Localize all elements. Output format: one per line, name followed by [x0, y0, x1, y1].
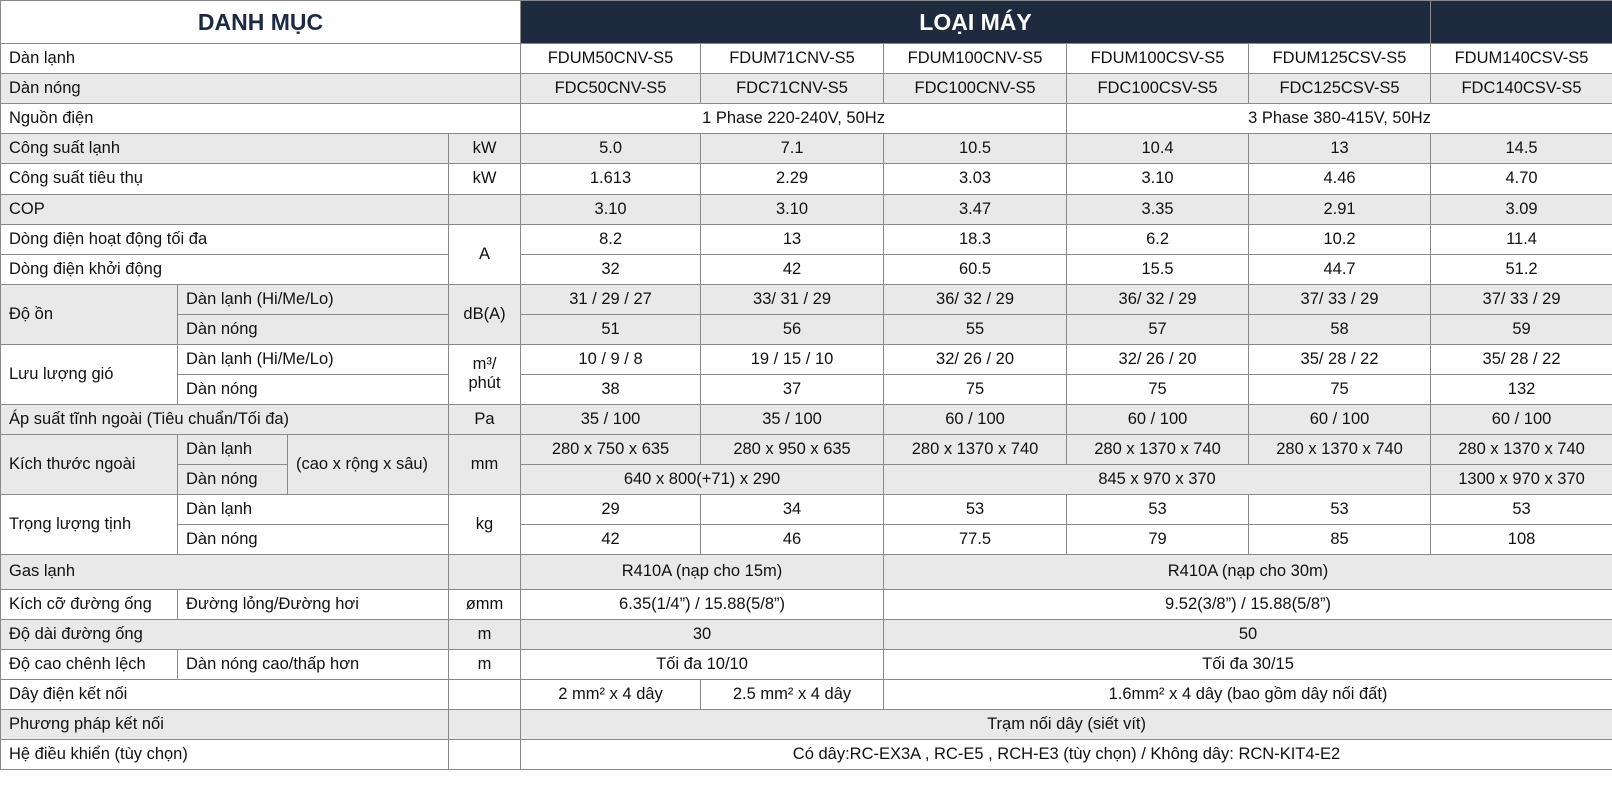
- row-connection-method: [1, 709, 1612, 739]
- value-cell: 10.2: [1249, 224, 1431, 254]
- outdoor-model: FDC100CNV-S5: [884, 74, 1067, 104]
- outdoor-model: FDC100CSV-S5: [1067, 74, 1249, 104]
- value-cell: 51: [521, 314, 701, 344]
- value-cell: 60.5: [884, 254, 1067, 284]
- indoor-model: FDUM140CSV-S5: [1431, 44, 1612, 74]
- indoor-model: FDUM71CNV-S5: [701, 44, 884, 74]
- value-cell: 3.47: [884, 194, 1067, 224]
- value-cell: 32/ 26 / 20: [884, 344, 1067, 374]
- value-cell: 79: [1067, 525, 1249, 555]
- value-cell: 60 / 100: [884, 405, 1067, 435]
- value-cell: 60 / 100: [1249, 405, 1431, 435]
- unit-cell: kW: [449, 164, 521, 194]
- value-cell: 53: [1249, 495, 1431, 525]
- sub-label: Dàn lạnh: [178, 495, 449, 525]
- unit-bottom: phút: [468, 374, 501, 393]
- value-cell: 280 x 750 x 635: [521, 435, 701, 465]
- unit-cell: [449, 679, 521, 709]
- row-static-pressure: [1, 405, 1612, 435]
- value-cell: 51.2: [1431, 254, 1612, 284]
- value-cell: 19 / 15 / 10: [701, 344, 884, 374]
- row-label: Công suất lạnh: [1, 134, 449, 164]
- value-cell: 32: [521, 254, 701, 284]
- value-cell: 53: [1067, 495, 1249, 525]
- value-cell: 845 x 970 x 370: [884, 465, 1431, 495]
- value-cell: 50: [884, 619, 1612, 649]
- row-label: Hệ điều khiển (tùy chọn): [1, 739, 449, 769]
- row-label: Độ cao chênh lệch: [1, 649, 178, 679]
- value-cell: 8.2: [521, 224, 701, 254]
- value-cell: 36/ 32 / 29: [1067, 284, 1249, 314]
- outdoor-model: FDC140CSV-S5: [1431, 74, 1612, 104]
- table-header-row: [1, 1, 1612, 44]
- value-cell: 53: [884, 495, 1067, 525]
- value-cell: 9.52(3/8”) / 15.88(5/8”): [884, 589, 1612, 619]
- value-cell: R410A (nạp cho 30m): [884, 555, 1612, 589]
- outdoor-model: FDC50CNV-S5: [521, 74, 701, 104]
- value-cell: 6.35(1/4”) / 15.88(5/8”): [521, 589, 884, 619]
- row-airflow-indoor: [1, 344, 1612, 374]
- row-label: Độ dài đường ống: [1, 619, 449, 649]
- row-cooling-capacity: [1, 134, 1612, 164]
- outdoor-model: FDC71CNV-S5: [701, 74, 884, 104]
- unit-cell: Pa: [449, 405, 521, 435]
- sub-label: Đường lỏng/Đường hơi: [178, 589, 449, 619]
- sub-label: Dàn lạnh (Hi/Me/Lo): [178, 284, 449, 314]
- value-cell: 13: [1249, 134, 1431, 164]
- value-cell: 35 / 100: [521, 405, 701, 435]
- value-cell: 37: [701, 374, 884, 404]
- value-cell: 1.6mm² x 4 dây (bao gồm dây nối đất): [884, 679, 1612, 709]
- unit-cell: dB(A): [449, 284, 521, 344]
- value-cell: 37/ 33 / 29: [1249, 284, 1431, 314]
- value-cell: 5.0: [521, 134, 701, 164]
- row-starting-current: [1, 254, 1612, 284]
- value-cell: 75: [1249, 374, 1431, 404]
- row-label: Dàn lạnh: [1, 44, 521, 74]
- sub-label: Dàn nóng: [178, 525, 449, 555]
- row-height-difference: [1, 649, 1612, 679]
- value-cell: 280 x 950 x 635: [701, 435, 884, 465]
- value-cell: 42: [701, 254, 884, 284]
- value-cell: 3.35: [1067, 194, 1249, 224]
- indoor-model: FDUM125CSV-S5: [1249, 44, 1431, 74]
- row-pipe-length: [1, 619, 1612, 649]
- value-cell: 77.5: [884, 525, 1067, 555]
- sub-label: Dàn nóng: [178, 465, 288, 495]
- row-indoor-unit: [1, 44, 1612, 74]
- value-cell: 30: [521, 619, 884, 649]
- row-label: Nguồn điện: [1, 104, 521, 134]
- row-airflow-outdoor: [1, 374, 1612, 404]
- unit-top: m³/: [472, 355, 497, 374]
- power-single-phase: 1 Phase 220-240V, 50Hz: [521, 104, 1067, 134]
- unit-cell: mm: [449, 435, 521, 495]
- value-cell: 32/ 26 / 20: [1067, 344, 1249, 374]
- value-cell: 58: [1249, 314, 1431, 344]
- row-controller: [1, 739, 1612, 769]
- sub-label: Dàn lạnh: [178, 435, 288, 465]
- unit-cell: [449, 194, 521, 224]
- power-three-phase: 3 Phase 380-415V, 50Hz: [1067, 104, 1612, 134]
- value-cell: 75: [884, 374, 1067, 404]
- dimension-note: (cao x rộng x sâu): [288, 435, 449, 495]
- row-label: Công suất tiêu thụ: [1, 164, 449, 194]
- value-cell: 13: [701, 224, 884, 254]
- row-label: Gas lạnh: [1, 555, 449, 589]
- value-cell: 55: [884, 314, 1067, 344]
- row-label: Lưu lượng gió: [1, 344, 178, 404]
- unit-cell: m: [449, 649, 521, 679]
- value-cell: 6.2: [1067, 224, 1249, 254]
- row-label: Kích thước ngoài: [1, 435, 178, 495]
- value-cell: 46: [701, 525, 884, 555]
- unit-cell: [449, 739, 521, 769]
- value-cell: 2.29: [701, 164, 884, 194]
- row-label: Phương pháp kết nối: [1, 709, 449, 739]
- header-model-type: LOẠI MÁY: [521, 1, 1431, 44]
- unit-cell: kg: [449, 495, 521, 555]
- unit-cell: kW: [449, 134, 521, 164]
- value-cell: 2 mm² x 4 dây: [521, 679, 701, 709]
- value-cell: 280 x 1370 x 740: [1431, 435, 1612, 465]
- value-cell: 7.1: [701, 134, 884, 164]
- value-cell: 4.46: [1249, 164, 1431, 194]
- row-label: Dòng điện hoạt động tối đa: [1, 224, 449, 254]
- value-cell: 4.70: [1431, 164, 1612, 194]
- value-cell: 2.91: [1249, 194, 1431, 224]
- value-cell: 38: [521, 374, 701, 404]
- unit-cell: ømm: [449, 589, 521, 619]
- value-cell: R410A (nạp cho 15m): [521, 555, 884, 589]
- value-cell: 33/ 31 / 29: [701, 284, 884, 314]
- value-cell: 18.3: [884, 224, 1067, 254]
- sub-label: Dàn lạnh (Hi/Me/Lo): [178, 344, 449, 374]
- row-connection-wire: [1, 679, 1612, 709]
- row-weight-indoor: [1, 495, 1612, 525]
- value-cell: 280 x 1370 x 740: [884, 435, 1067, 465]
- value-cell: Tối đa 10/10: [521, 649, 884, 679]
- indoor-model: FDUM50CNV-S5: [521, 44, 701, 74]
- value-cell: 3.03: [884, 164, 1067, 194]
- unit-cell: [449, 709, 521, 739]
- row-label: Dàn nóng: [1, 74, 521, 104]
- value-cell: 42: [521, 525, 701, 555]
- value-cell: 75: [1067, 374, 1249, 404]
- row-max-current: [1, 224, 1612, 254]
- sub-label: Dàn nóng: [178, 314, 449, 344]
- row-outdoor-unit: [1, 74, 1612, 104]
- value-cell: 35/ 28 / 22: [1249, 344, 1431, 374]
- value-cell: 132: [1431, 374, 1612, 404]
- row-power-consumption: [1, 164, 1612, 194]
- value-cell: 35/ 28 / 22: [1431, 344, 1612, 374]
- sub-label: Dàn nóng cao/thấp hơn: [178, 649, 449, 679]
- value-cell: 3.10: [521, 194, 701, 224]
- row-dimensions-indoor: [1, 435, 1612, 465]
- value-cell: 59: [1431, 314, 1612, 344]
- value-cell: Tối đa 30/15: [884, 649, 1612, 679]
- outdoor-model: FDC125CSV-S5: [1249, 74, 1431, 104]
- row-noise-indoor: [1, 284, 1612, 314]
- value-cell: 34: [701, 495, 884, 525]
- row-weight-outdoor: [1, 525, 1612, 555]
- value-cell: 1.613: [521, 164, 701, 194]
- row-label: Dây điện kết nối: [1, 679, 449, 709]
- value-cell: 35 / 100: [701, 405, 884, 435]
- row-pipe-size: [1, 589, 1612, 619]
- value-cell: 36/ 32 / 29: [884, 284, 1067, 314]
- value-cell: 11.4: [1431, 224, 1612, 254]
- value-cell: 10.5: [884, 134, 1067, 164]
- value-cell: 2.5 mm² x 4 dây: [701, 679, 884, 709]
- header-blank: [1431, 1, 1612, 44]
- value-cell: 108: [1431, 525, 1612, 555]
- unit-cell: m: [449, 619, 521, 649]
- value-cell: 15.5: [1067, 254, 1249, 284]
- sub-label: Dàn nóng: [178, 374, 449, 404]
- value-cell: 3.10: [701, 194, 884, 224]
- row-label: Trọng lượng tịnh: [1, 495, 178, 555]
- value-cell: 57: [1067, 314, 1249, 344]
- value-cell: 280 x 1370 x 740: [1249, 435, 1431, 465]
- row-label: Độ ồn: [1, 284, 178, 344]
- value-cell: 280 x 1370 x 740: [1067, 435, 1249, 465]
- value-cell: 53: [1431, 495, 1612, 525]
- row-refrigerant: [1, 555, 1612, 589]
- header-category: DANH MỤC: [1, 1, 521, 44]
- value-cell: 60 / 100: [1067, 405, 1249, 435]
- value-cell: 29: [521, 495, 701, 525]
- unit-cell: A: [449, 224, 521, 284]
- value-cell: 44.7: [1249, 254, 1431, 284]
- unit-cell: [449, 555, 521, 589]
- value-cell: 85: [1249, 525, 1431, 555]
- row-label: Dòng điện khởi động: [1, 254, 449, 284]
- row-label: Áp suất tĩnh ngoài (Tiêu chuẩn/Tối đa): [1, 405, 449, 435]
- value-cell: 3.10: [1067, 164, 1249, 194]
- value-cell: 14.5: [1431, 134, 1612, 164]
- value-cell: 10 / 9 / 8: [521, 344, 701, 374]
- value-cell: 10.4: [1067, 134, 1249, 164]
- row-label: COP: [1, 194, 449, 224]
- indoor-model: FDUM100CSV-S5: [1067, 44, 1249, 74]
- value-cell: Trạm nối dây (siết vít): [521, 709, 1612, 739]
- row-cop: [1, 194, 1612, 224]
- value-cell: 56: [701, 314, 884, 344]
- unit-cell: [449, 344, 521, 404]
- value-cell: 37/ 33 / 29: [1431, 284, 1612, 314]
- row-noise-outdoor: [1, 314, 1612, 344]
- row-power-supply: [1, 104, 1612, 134]
- row-label: Kích cỡ đường ống: [1, 589, 178, 619]
- indoor-model: FDUM100CNV-S5: [884, 44, 1067, 74]
- value-cell: 1300 x 970 x 370: [1431, 465, 1612, 495]
- value-cell: 60 / 100: [1431, 405, 1612, 435]
- value-cell: Có dây:RC-EX3A , RC-E5 , RCH-E3 (tùy chọn) / Không dây: RCN-KIT4-E2: [521, 739, 1612, 769]
- value-cell: 3.09: [1431, 194, 1612, 224]
- value-cell: 31 / 29 / 27: [521, 284, 701, 314]
- row-dimensions-outdoor: [1, 465, 1612, 495]
- value-cell: 640 x 800(+71) x 290: [521, 465, 884, 495]
